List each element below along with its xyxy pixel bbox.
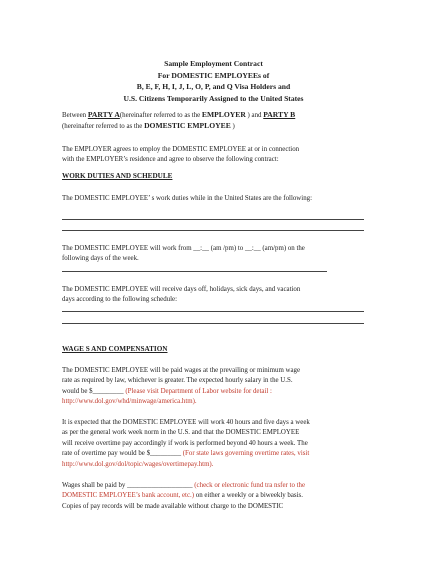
- days-off-paragraph: The DOMESTIC EMPLOYEE will receive days off, holidays, sick days, and vacation days according to the following schedule:: [62, 286, 301, 304]
- payment-method-paragraph: Wages shall be paid by ___________________ (check or electronic fund tra nsfer to the DOMESTIC EMPLOYEE’s bank account, etc.) on either a weekly or a biweekly basis. Copies of pay records will be made available without charge to the DOMESTIC: [62, 482, 306, 510]
- section-heading-wages: WAGE S AND COMPENSATION: [62, 345, 168, 353]
- blank-line: [62, 271, 327, 272]
- overtime-paragraph: It is expected that the DOMESTIC EMPLOYEE will work 40 hours and five days a week as per the general work week norm in the U.S. and that the DOMESTIC EMPLOYEE will receive overtime pay accordingly if work is performed beyond 40 hours a week. The rate of overtime pay would be $_________ (For state laws governing overtime rates, visit http://www.dol.gov/dol/topic/wages/overtimepay.htm).: [62, 418, 367, 470]
- employer-label: EMPLOYER: [201, 110, 246, 119]
- intro-paragraph: The EMPLOYER agrees to employ the DOMESTIC EMPLOYEE at or in connection with the EMPLOYER’s residence and agree to observe the following contract:: [62, 146, 300, 164]
- title-line-1: Sample Employment Contract: [164, 59, 263, 68]
- title-line-2: For DOMESTIC EMPLOYEEs of: [157, 70, 270, 80]
- wage-paragraph: The DOMESTIC EMPLOYEE will be paid wages at the prevailing or minimum wage rate as required by law, whichever is greater. The expected hourly salary in the U.S. would be $_________ (Please visit Department of Labor website for detail : http://www.dol.gov/whd/minwage/america.htm).: [62, 366, 367, 408]
- title-line-3: B, E, F, H, I, J, L, O, P, and Q Visa Holders and: [136, 82, 291, 92]
- blank-line: [62, 219, 364, 220]
- duties-paragraph: The DOMESTIC EMPLOYEE’ s work duties while in the United States are the following:: [62, 195, 313, 202]
- dol-minwage-link[interactable]: http://www.dol.gov/whd/minwage/america.htm).: [62, 398, 197, 406]
- party-a: PARTY A: [87, 110, 120, 119]
- document-title: [0, 58, 427, 104]
- hours-paragraph: The DOMESTIC EMPLOYEE will work from __:__ (am /pm) to __:__ (am/pm) on the following days of the week.: [62, 245, 305, 263]
- blank-line: [62, 230, 364, 231]
- title-line-4: U.S. Citizens Temporarily Assigned to the United States: [123, 93, 304, 103]
- parties-line-2: (hereinafter referred to as the DOMESTIC EMPLOYEE ): [62, 121, 235, 131]
- blank-line: [62, 311, 364, 312]
- dol-overtime-link[interactable]: http://www.dol.gov/dol/topic/wages/overtimepay.htm).: [62, 460, 214, 468]
- employee-label: DOMESTIC EMPLOYEE: [144, 121, 231, 131]
- section-heading-work-duties: WORK DUTIES AND SCHEDULE: [62, 172, 173, 180]
- party-b: PARTY B: [263, 110, 296, 119]
- blank-line: [62, 323, 364, 324]
- parties-paragraph: [62, 110, 367, 133]
- parties-line-1: Between PARTY A(hereinafter referred to as the EMPLOYER ) and PARTY B: [62, 110, 296, 119]
